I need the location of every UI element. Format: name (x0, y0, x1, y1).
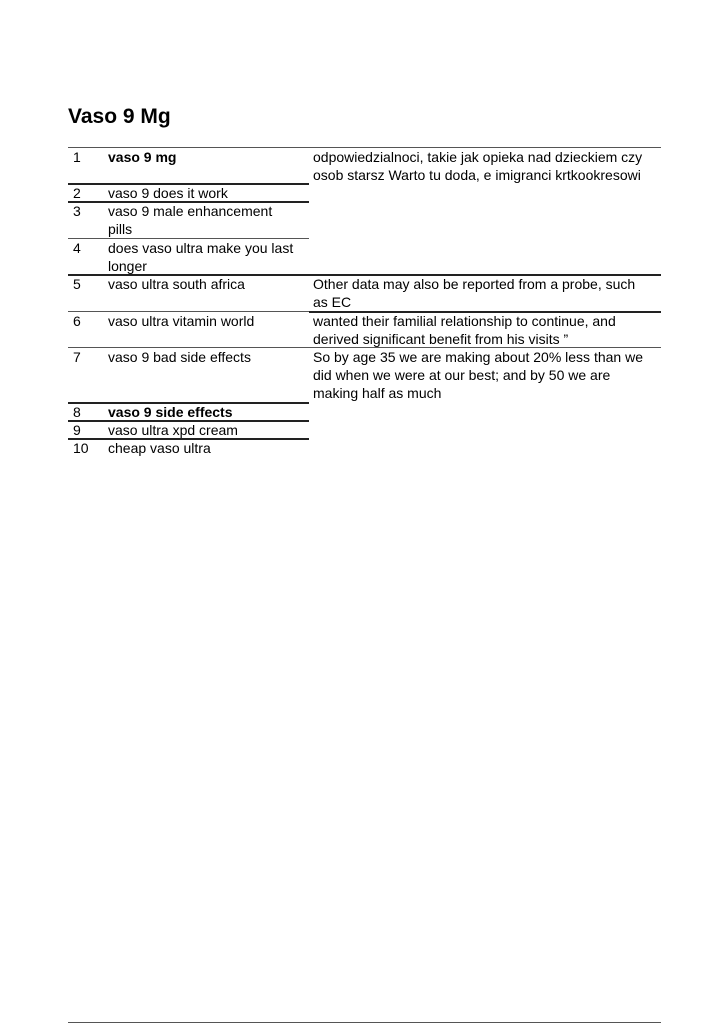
keyword-cell: vaso ultra south africa (108, 276, 245, 292)
keyword-cell-continued: pills (108, 221, 133, 237)
description-cell-continued: osob starsz Warto tu doda, e imigranci krtkookresowi (313, 167, 641, 183)
description-cell: Other data may also be reported from a probe, such (313, 276, 636, 292)
row-number: 4 (73, 240, 81, 256)
keyword-cell: vaso ultra xpd cream (108, 422, 238, 438)
keyword-cell: vaso 9 side effects (108, 404, 233, 420)
row-number: 5 (73, 276, 81, 292)
row-number: 7 (73, 349, 81, 365)
description-cell: wanted their familial relationship to continue, and (313, 313, 616, 329)
page-title: Vaso 9 Mg (68, 105, 171, 128)
keyword-cell: vaso 9 bad side effects (108, 349, 251, 365)
keyword-cell-continued: longer (108, 258, 147, 274)
description-cell-continued: as EC (313, 294, 352, 310)
row-number: 9 (73, 422, 81, 438)
row-number: 8 (73, 404, 81, 420)
description-cell-continued: making half as much (313, 385, 442, 401)
row-number: 1 (73, 149, 81, 165)
keyword-cell: vaso ultra vitamin world (108, 313, 255, 329)
description-cell: So by age 35 we are making about 20% less than we (313, 349, 643, 365)
row-number: 6 (73, 313, 81, 329)
keyword-cell: cheap vaso ultra (108, 440, 211, 456)
footer-rule (68, 1022, 661, 1023)
description-cell-continued: derived significant benefit from his visits ” (313, 331, 569, 347)
description-cell: odpowiedzialnoci, takie jak opieka nad dzieckiem czy (313, 149, 643, 165)
description-cell-continued: did when we were at our best; and by 50 we are (313, 367, 611, 383)
keyword-cell: vaso 9 does it work (108, 185, 228, 201)
row-number: 2 (73, 185, 81, 201)
row-number: 3 (73, 203, 81, 219)
keyword-cell: vaso 9 mg (108, 149, 177, 165)
keyword-cell: vaso 9 male enhancement (108, 203, 273, 219)
keyword-cell: does vaso ultra make you last (108, 240, 294, 256)
row-number: 10 (73, 440, 89, 456)
